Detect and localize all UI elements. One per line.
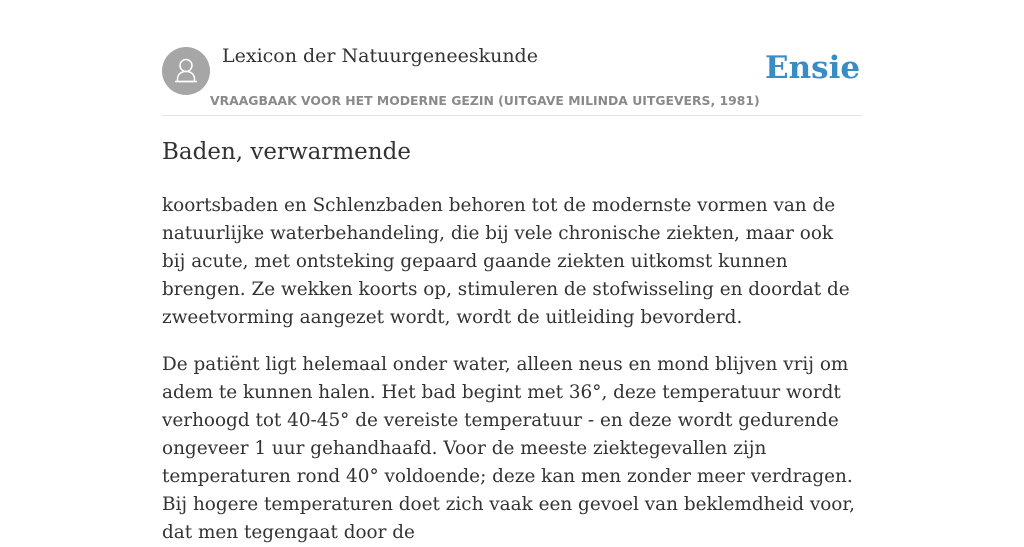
header-divider xyxy=(162,115,862,116)
brand-logo[interactable]: Ensie xyxy=(765,50,861,86)
entry-paragraph: De patiënt ligt helemaal onder water, alleen neus en mond blijven vrij om adem te kunnen halen. Het bad begint met 36°, deze temperatuur wordt verhoogd tot 40-45° de vereiste temperatuur - en deze wordt gedurende ongeveer 1 uur gehandhaafd. Voor de meeste ziektegevallen zijn temperaturen rond 40° voldoende; deze kan men zonder meer verdragen. Bij hogere temperaturen doet zich vaak een gevoel van beklemdheid voor, dat men tegengaat door de xyxy=(162,354,855,543)
source-subtitle: VRAAGBAAK VOOR HET MODERNE GEZIN (UITGAVE MILINDA UITGEVERS, 1981) xyxy=(210,93,760,108)
entry-title: Baden, verwarmende xyxy=(162,139,411,165)
user-avatar-icon[interactable] xyxy=(162,47,210,95)
source-title[interactable]: Lexicon der Natuurgeneeskunde xyxy=(222,45,538,67)
entry-paragraph: koortsbaden en Schlenzbaden behoren tot de modernste vormen van de natuurlijke waterbehandeling, die bij vele chronische ziekten, maar ook bij acute, met ontsteking gepaard gaande ziekten uitkomst kunnen brengen. Ze wekken koorts op, stimuleren de stofwisseling en doordat de zweetvorming aangezet wordt, wordt de uitleiding bevorderd. xyxy=(162,195,850,328)
